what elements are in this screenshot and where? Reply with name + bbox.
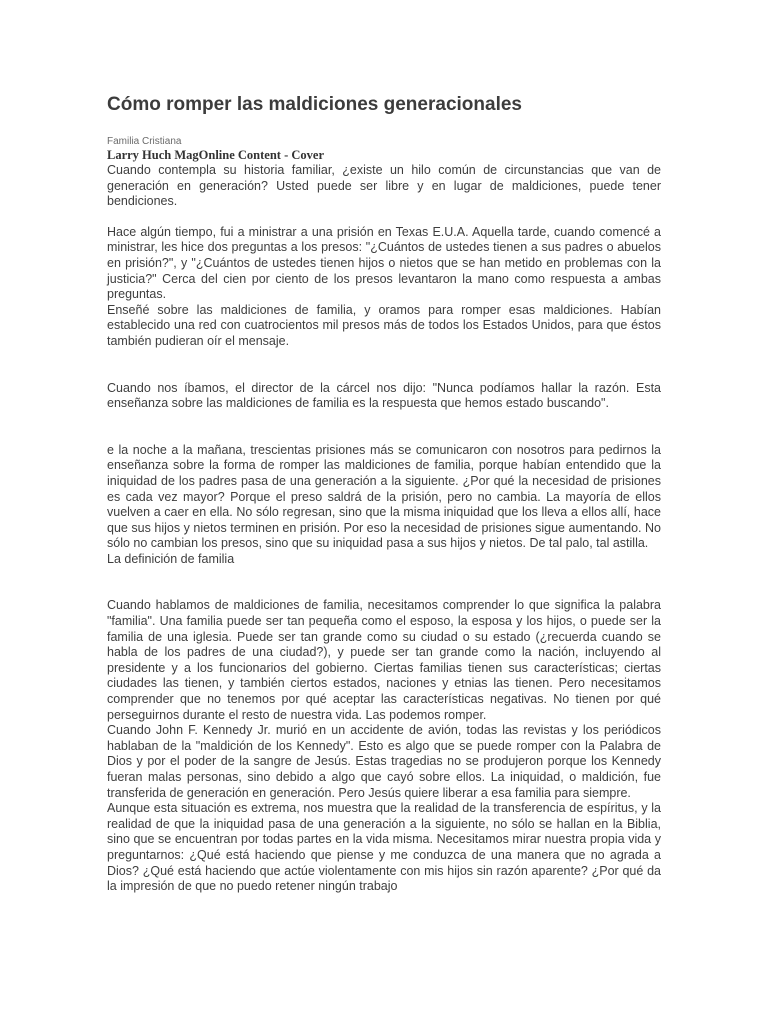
paragraph-6: Cuando hablamos de maldiciones de familia, necesitamos comprender lo que significa la palabra "familia". Una familia puede ser tan pequeña como el esposo, la esposa y los hijos, o puede ser la familia de una iglesia. Puede ser tan grande como su ciudad o su estado (¿recuerda cuando se habla de los padres de una ciudad?), y puede ser tan grande como la nación, incluyendo al presidente y a los funcionarios del gobierno. Ciertas familias tienen sus características; ciertas ciudades las tienen, y también ciertos estados, naciones y etnias las tienen. Pero necesitamos comprender que no tenemos por qué aceptar las características negativas. No tienen por qué perseguirnos durante el resto de nuestra vida. Las podemos romper.	[107, 598, 661, 722]
paragraph-4: Cuando nos íbamos, el director de la cárcel nos dijo: "Nunca podíamos hallar la razón. Esta enseñanza sobre las maldiciones de familia es la respuesta que hemos estado buscando".	[107, 380, 661, 411]
paragraph-1: Cuando contempla su historia familiar, ¿existe un hilo común de circunstancias que van de generación en generación? Usted puede ser libre y en lugar de maldiciones, puede tener bendiciones.	[107, 163, 661, 209]
article	[107, 92, 661, 895]
paragraph-8: Aunque esta situación es extrema, nos muestra que la realidad de la transferencia de espíritus, y la realidad de que la iniquidad pasa de una generación a la siguiente, no sólo se hallan en la Biblia, sino que se encuentran por todas partes en la vida misma. Necesitamos mirar nuestra propia vida y preguntarnos: ¿Qué está haciendo que piense y me conduzca de una manera que no agrada a Dios? ¿Qué está haciendo que actúe violentamente con mis hijos sin razón aparente? ¿Por qué da la impresión de que no puedo retener ningún trabajo	[107, 801, 661, 894]
paragraph-7: Cuando John F. Kennedy Jr. murió en un accidente de avión, todas las revistas y los periódicos hablaban de la "maldición de los Kennedy". Esto es algo que se puede romper con la Palabra de Dios y por el poder de la sangre de Jesús. Estas tragedias no se produjeron porque los Kennedy fueran malas personas, sino debido a algo que cayó sobre ellos. La iniquidad, o maldición, fue transferida de generación en generación. Pero Jesús quiere liberar a esa familia para siempre.	[107, 723, 661, 800]
paragraph-spacer	[107, 412, 661, 443]
paragraph-spacer	[107, 567, 661, 598]
article-title: Cómo romper las maldiciones generacionales	[107, 94, 522, 115]
paragraph-3: Enseñé sobre las maldiciones de familia, y oramos para romper esas maldiciones. Habían establecido una red con cuatrocientos mil presos más de todos los Estados Unidos, para que éstos también pudieran oír el mensaje.	[107, 302, 661, 348]
paragraph-2: Hace algún tiempo, fui a ministrar a una prisión en Texas E.U.A. Aquella tarde, cuando comencé a ministrar, les hice dos preguntas a los presos: "¿Cuántos de ustedes tienen a sus padres o abuelos en prisión?", y "¿Cuántos de ustedes tienen hijos o nietos que se han metido en problemas con la justicia?" Cerca del cien por ciento de los presos levantaron la mano como respuesta a ambas preguntas.	[107, 224, 661, 302]
paragraph-spacer	[107, 350, 661, 381]
paragraph-5: e la noche a la mañana, trescientas prisiones más se comunicaron con nosotros para pedirnos la enseñanza sobre la forma de romper las maldiciones de familia, porque habían entendido que la iniquidad de los padres pasa de una generación a la siguiente. ¿Por qué la necesidad de prisiones es cada vez mayor? Porque el preso saldrá de la prisión, pero no cambia. La mayoría de ellos vuelven a caer en ella. No sólo regresan, sino que la misma iniquidad que los lleva a ellos allí, hace que sus hijos y nietos terminen en prisión. Por eso la necesidad de prisiones sigue aumentando. No sólo no cambian los presos, sino que su iniquidad pasa a sus hijos y nietos. De tal palo, tal astilla.	[107, 442, 661, 551]
article-category: Familia Cristiana	[107, 136, 182, 147]
paragraph-spacer	[107, 210, 661, 225]
section-heading: La definición de familia	[107, 551, 235, 566]
article-byline: Larry Huch MagOnline Content - Cover	[107, 148, 324, 162]
